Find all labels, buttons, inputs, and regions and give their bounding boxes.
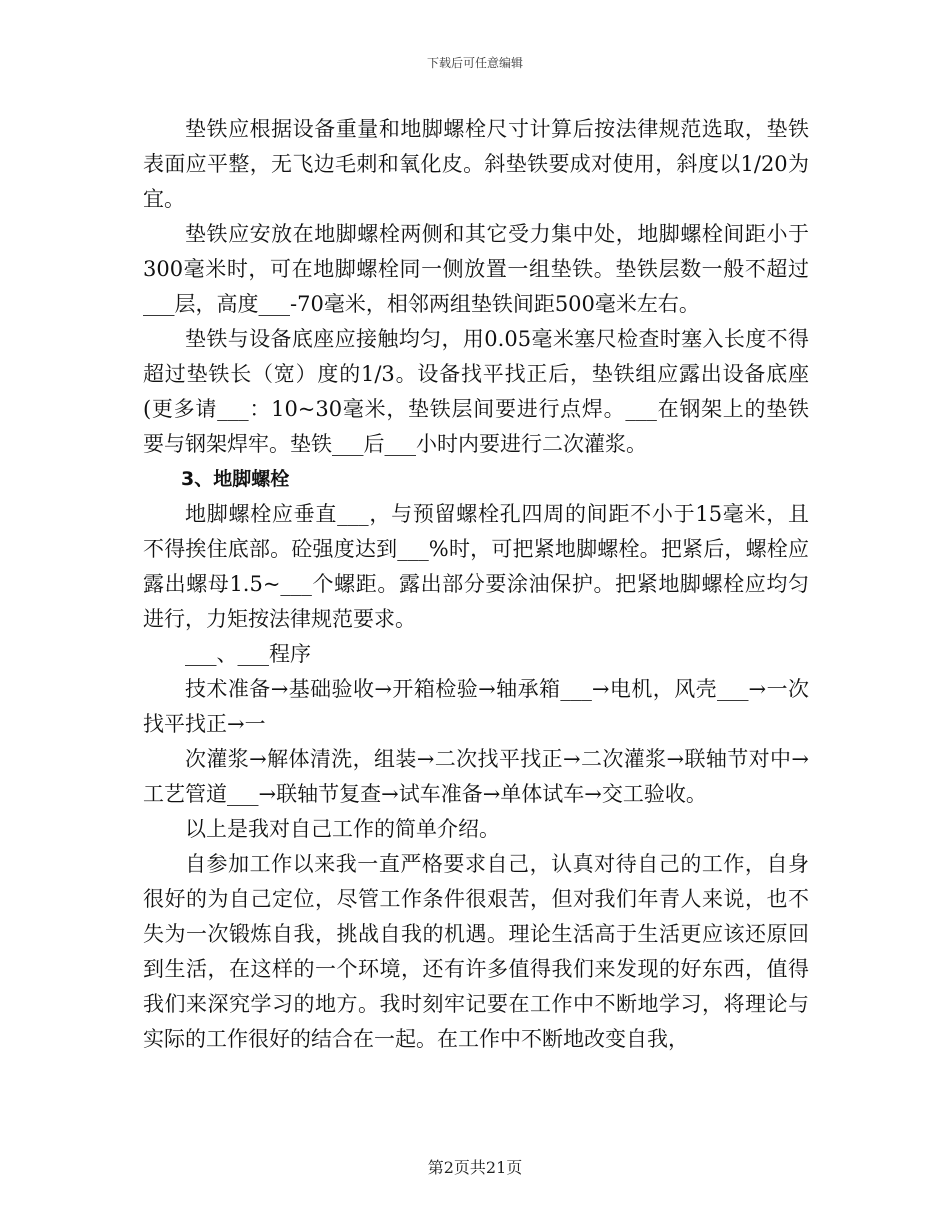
- paragraph: ___、___程序: [185, 642, 311, 666]
- process-flow-line: 技术准备→基础验收→开箱检验→轴承箱___→电机，风壳___→一次找平找正→一: [143, 677, 809, 736]
- document-body: [143, 112, 809, 1057]
- process-flow-line: 次灌浆→解体清洗，组装→二次找平找正→二次灌浆→联轴节对中→工艺管道___→联轴节复查→试车准备→单体试车→交工验收。: [143, 747, 809, 806]
- paragraph: 地脚螺栓应垂直___，与预留螺栓孔四周的间距不小于15毫米，且不得挨住底部。砼强度达到___%时，可把紧地脚螺栓。把紧后，螺栓应露出螺母1.5~___个螺距。露出部分要涂油保护。把紧地脚螺栓应均匀进行，力矩按法律规范要求。: [143, 502, 809, 631]
- paragraph: 自参加工作以来我一直严格要求自己，认真对待自己的工作，自身很好的为自己定位，尽管工作条件很艰苦，但对我们年青人来说，也不失为一次锻炼自我，挑战自我的机遇。理论生活高于生活更应该还原回到生活，在这样的一个环境，还有许多值得我们来发现的好东西，值得我们来深究学习的地方。我时刻牢记要在工作中不断地学习，将理论与实际的工作很好的结合在一起。在工作中不断地改变自我，: [143, 852, 809, 1051]
- paragraph: 垫铁应根据设备重量和地脚螺栓尺寸计算后按法律规范选取，垫铁表面应平整，无飞边毛刺和氧化皮。斜垫铁要成对使用，斜度以1/20为宜。: [143, 117, 809, 211]
- page-header: 下载后可任意编辑: [426, 56, 523, 70]
- page-number: 第2页共21页: [427, 1158, 523, 1177]
- paragraph: 垫铁与设备底座应接触均匀，用0.05毫米塞尺检查时塞入长度不得超过垫铁长（宽）度的1/3。设备找平找正后，垫铁组应露出设备底座(更多请___：10~30毫米，垫铁层间要进行点焊。___在钢架上的垫铁要与钢架焊牢。垫铁___后___小时内要进行二次灌浆。: [143, 327, 809, 456]
- section-heading: 3、地脚螺栓: [181, 468, 290, 490]
- paragraph: 垫铁应安放在地脚螺栓两侧和其它受力集中处，地脚螺栓间距小于300毫米时，可在地脚螺栓同一侧放置一组垫铁。垫铁层数一般不超过___层，高度___-70毫米，相邻两组垫铁间距500毫米左右。: [143, 222, 809, 316]
- paragraph: 以上是我对自己工作的简单介绍。: [185, 817, 500, 841]
